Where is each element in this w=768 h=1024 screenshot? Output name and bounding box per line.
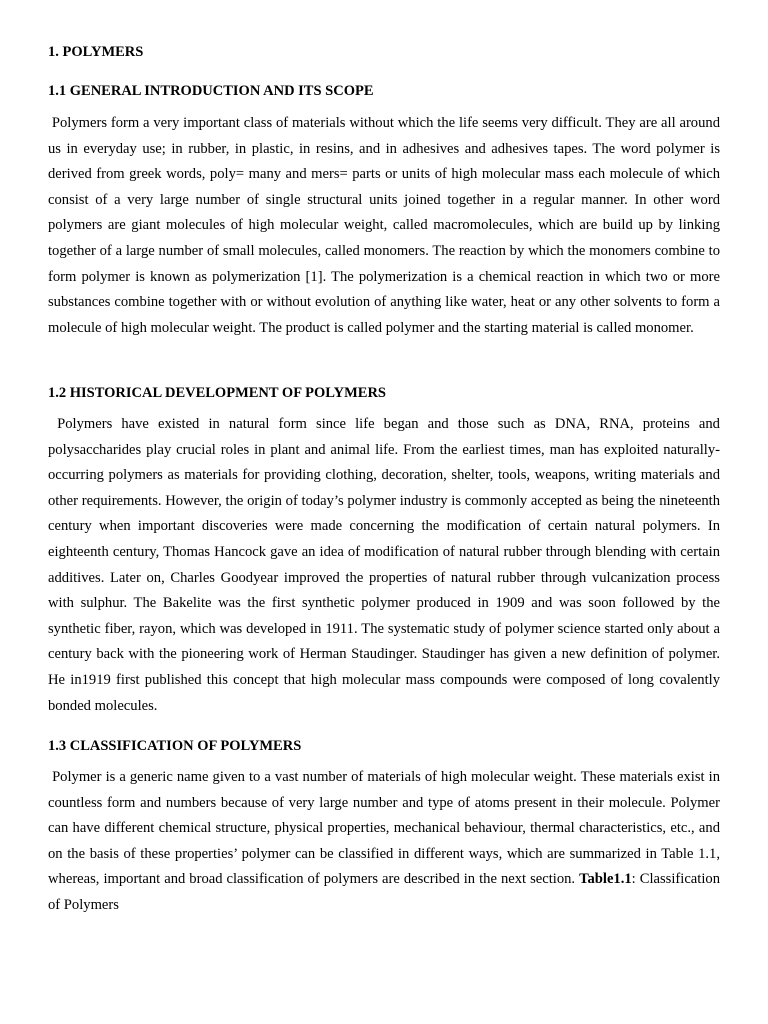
table-label: Table1.1 <box>579 871 632 888</box>
section-heading-introduction: 1.1 GENERAL INTRODUCTION AND ITS SCOPE <box>48 83 374 99</box>
section-heading-classification: 1.3 CLASSIFICATION OF POLYMERS <box>48 738 302 754</box>
paragraph-history <box>48 412 720 719</box>
paragraph-introduction-text: Polymers form a very important class of materials without which the life seems very difficult. They are all around us in everyday use; in rubber, in plastic, in resins, and in adhesives and adhesives tapes. The word polymer is derived from greek words, poly= many and mers= parts or units of high molecular mass each molecule of which consist of a very large number of single structural units joined together in a regular manner. In other word polymers are giant molecules of high molecular weight, called macromolecules, which are build up by linking together of a large number of small molecules, called monomers. The reaction by which the monomers combine to form polymer is known as polymerization [1]. The polymerization is a chemical reaction in which two or more substances combine together with or without evolution of anything like water, heat or any other solvents to form a molecule of high molecular weight. The product is called polymer and the starting material is called monomer. <box>48 115 720 336</box>
section-heading-history: 1.2 HISTORICAL DEVELOPMENT OF POLYMERS <box>48 385 386 401</box>
paragraph-introduction <box>48 111 720 341</box>
paragraph-classification-text: Polymer is a generic name given to a vast number of materials of high molecular weight. These materials exist in countless form and numbers because of very large number and type of atoms present in their molecule. Polymer can have different chemical structure, physical properties, mechanical behaviour, thermal characteristics, etc., and on the basis of these properties’ polymer can be classified in different ways, which are summarized in Table 1.1, whereas, important and broad classification of polymers are described in the next section. <box>48 769 721 888</box>
document-title: 1. POLYMERS <box>48 44 144 60</box>
paragraph-history-text: Polymers have existed in natural form since life began and those such as DNA, RNA, proteins and polysaccharides play crucial roles in plant and animal life. From the earliest times, man has exploited naturally-occurring polymers as materials for providing clothing, decoration, shelter, tools, weapons, writing materials and other requirements. However, the origin of today’s polymer industry is commonly accepted as being the nineteenth century when important discoveries were made concerning the modification of certain natural polymers. In eighteenth century, Thomas Hancock gave an idea of modification of natural rubber through blending with certain additives. Later on, Charles Goodyear improved the properties of natural rubber through vulcanization process with sulphur. The Bakelite was the first synthetic polymer produced in 1909 and was soon followed by the synthetic fiber, rayon, which was developed in 1911. The systematic study of polymer science started only about a century back with the pioneering work of Herman Staudinger. Staudinger has given a new definition of polymer. He in1919 first published this concept that high molecular mass compounds were composed of long covalently bonded molecules. <box>48 416 720 714</box>
paragraph-classification <box>48 765 720 919</box>
table-caption: : Classification of Polymers <box>48 871 720 913</box>
